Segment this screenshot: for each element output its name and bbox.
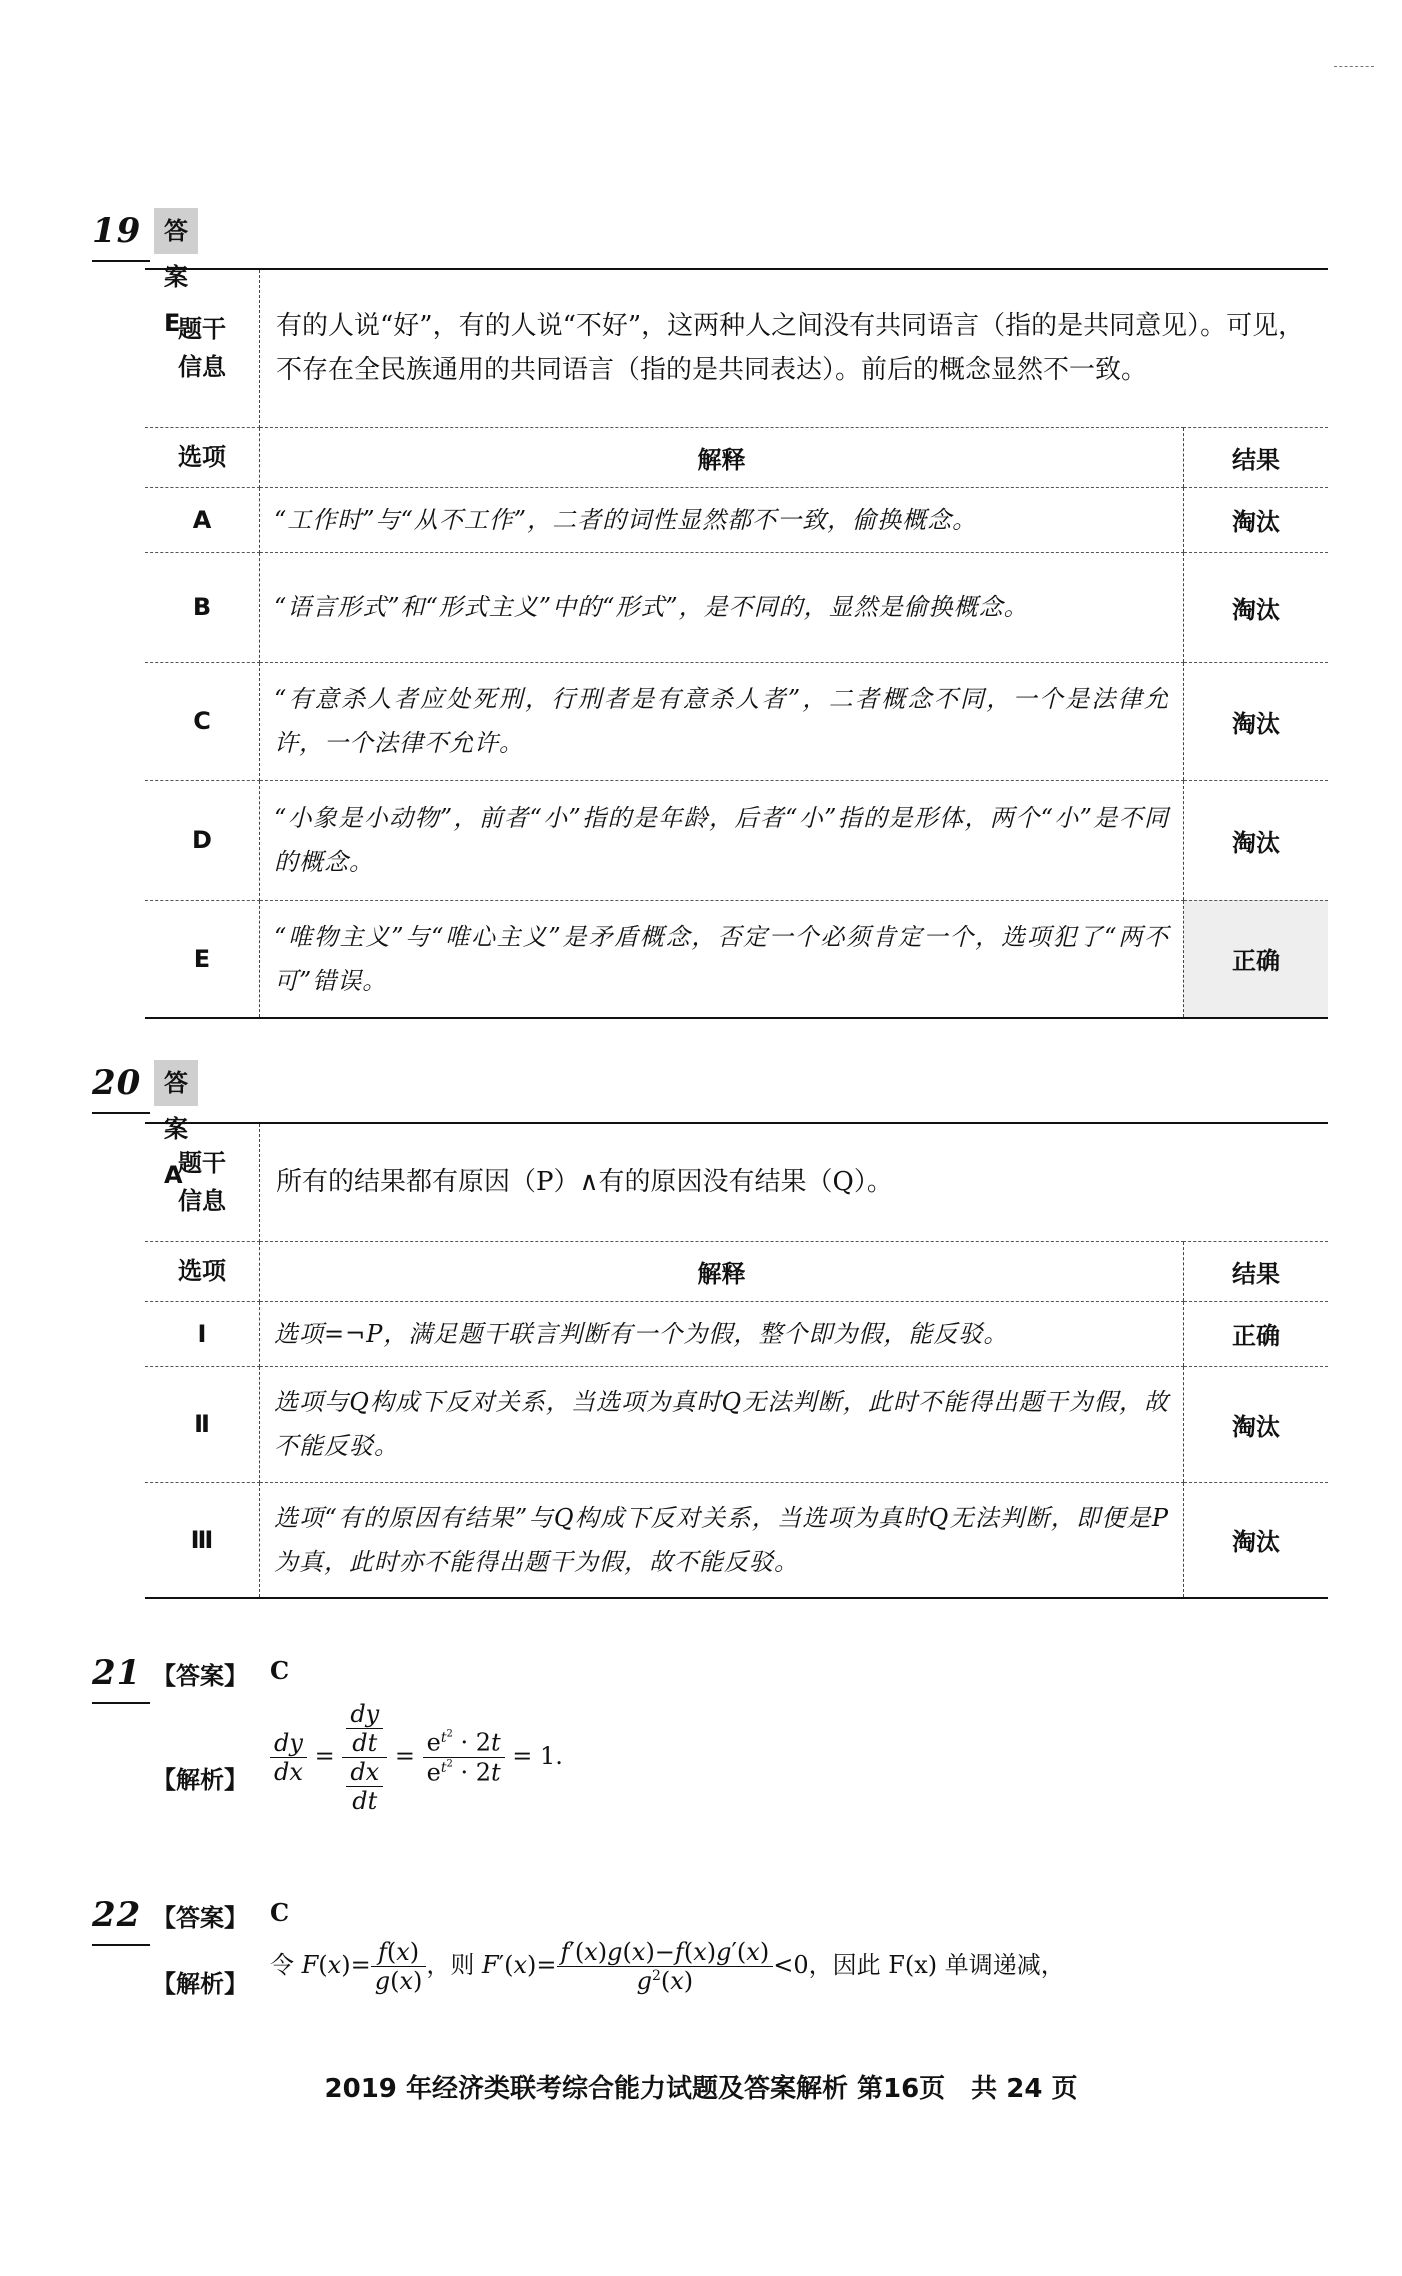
q19-number: 19 xyxy=(92,206,141,256)
q20-row-2-result: 淘汰 xyxy=(1184,1366,1329,1482)
q22-text-prefix: 令 xyxy=(270,1951,294,1979)
q19-row-e-text: “唯物主义”与“唯心主义”是矛盾概念，否定一个必须肯定一个，选项犯了“两不可”错误。 xyxy=(260,900,1184,1018)
q20-row-2-text: 选项与Q构成下反对关系，当选项为真时Q无法判断，此时不能得出题干为假，故不能反驳。 xyxy=(260,1366,1184,1482)
q19-info-text: 有的人说“好”，有的人说“不好”，这两种人之间没有共同语言（指的是共同意见）。可见，不存在全民族通用的共同语言（指的是共同表达）。前后的概念显然不一致。 xyxy=(260,269,1329,427)
q20-number: 20 xyxy=(92,1058,141,1108)
q19-row-d-result: 淘汰 xyxy=(1184,780,1329,900)
q22-text-mid: ，则 xyxy=(426,1951,475,1979)
q22-text-suffix: <0，因此 F(x) 单调递减， xyxy=(773,1951,1065,1979)
q22-answer-value: C xyxy=(270,1898,290,1927)
q22-answer-label: 【答案】 xyxy=(152,1904,248,1932)
table-row xyxy=(145,662,1328,780)
q19-row-a-option: A xyxy=(145,487,260,552)
q21-answer-label: 【答案】 xyxy=(152,1662,248,1690)
table-row xyxy=(145,1482,1328,1598)
q19-row-b-text: “语言形式”和“形式主义”中的“形式”，是不同的，显然是偷换概念。 xyxy=(260,552,1184,662)
q22-formula: 令 F(x)= $\frac{f(x)}{g(x)}$ ，则 F′(x)= $\frac{f'(x)g(x)-f(x)g'(x)}{g^2(x)}$ <0，因此 F(x) 单调递减， xyxy=(270,1938,1065,1995)
q19-header-result: 结果 xyxy=(1184,427,1329,487)
q20-header-explanation: 解释 xyxy=(260,1241,1184,1301)
table-row xyxy=(145,1366,1328,1482)
q20-info-text: 所有的结果都有原因（P）∧有的原因没有结果（Q）。 xyxy=(260,1123,1329,1241)
q22-number: 22 xyxy=(92,1890,141,1940)
table-row xyxy=(145,552,1328,662)
q19-row-d-text: “小象是小动物”，前者“小”指的是年龄，后者“小”指的是形体，两个“小”是不同的概念。 xyxy=(260,780,1184,900)
q19-info-label: 题干 信息 xyxy=(145,269,260,427)
q19-row-c-option: C xyxy=(145,662,260,780)
q21-answer-value: C xyxy=(270,1656,290,1685)
q19-answer-tag: 答案 E xyxy=(154,208,198,254)
q20-row-3-option: Ⅲ xyxy=(145,1482,260,1598)
q20-row-1-result: 正确 xyxy=(1184,1301,1329,1366)
q20-row-1-option: Ⅰ xyxy=(145,1301,260,1366)
q19-row-c-result: 淘汰 xyxy=(1184,662,1329,780)
q20-header-option: 选项 xyxy=(145,1241,260,1301)
q20-row-1-text: 选项=¬P，满足题干联言判断有一个为假，整个即为假，能反驳。 xyxy=(260,1301,1184,1366)
q21-formula: $\frac{dy}{dx}$ = $\frac{\frac{dy}{dt}}{\frac{dx}{dt}}$ = $\frac{e^{t^2} \cdot 2t}{e^{t^2} \cdot 2t}$ = 1. xyxy=(270,1700,563,1815)
q20-answer-tag: 答案 A xyxy=(154,1060,198,1106)
q19-header-option: 选项 xyxy=(145,427,260,487)
q19-row-e-option: E xyxy=(145,900,260,1018)
q21-formula-result: = 1. xyxy=(512,1742,563,1770)
table-row xyxy=(145,780,1328,900)
q19-row-b-option: B xyxy=(145,552,260,662)
q19-row-c-text: “有意杀人者应处死刑，行刑者是有意杀人者”，二者概念不同，一个是法律允许，一个法律不允许。 xyxy=(260,662,1184,780)
q20-row-2-option: Ⅱ xyxy=(145,1366,260,1482)
q20-table xyxy=(145,1122,1328,1599)
q21-analysis-label: 【解析】 xyxy=(152,1766,248,1794)
q22-analysis-label: 【解析】 xyxy=(152,1970,248,1998)
q19-row-a-result: 淘汰 xyxy=(1184,487,1329,552)
q20-header-result: 结果 xyxy=(1184,1241,1329,1301)
q19-table xyxy=(145,268,1328,1019)
q20-row-3-result: 淘汰 xyxy=(1184,1482,1329,1598)
scan-mark xyxy=(1334,66,1374,67)
q19-row-e-result: 正确 xyxy=(1184,900,1329,1018)
table-row xyxy=(145,1301,1328,1366)
q19-row-d-option: D xyxy=(145,780,260,900)
q20-row-3-text: 选项“有的原因有结果”与Q构成下反对关系，当选项为真时Q无法判断，即便是P为真，此时亦不能得出题干为假，故不能反驳。 xyxy=(260,1482,1184,1598)
q19-row-b-result: 淘汰 xyxy=(1184,552,1329,662)
q20-info-label: 题干 信息 xyxy=(145,1123,260,1241)
table-row xyxy=(145,900,1328,1018)
q19-header-explanation: 解释 xyxy=(260,427,1184,487)
q19-row-a-text: “工作时”与“从不工作”，二者的词性显然都不一致，偷换概念。 xyxy=(260,487,1184,552)
q21-number: 21 xyxy=(92,1648,141,1698)
page-footer: 2019 年经济类联考综合能力试题及答案解析 第16页 共 24 页 xyxy=(324,2074,1078,2104)
table-row xyxy=(145,487,1328,552)
